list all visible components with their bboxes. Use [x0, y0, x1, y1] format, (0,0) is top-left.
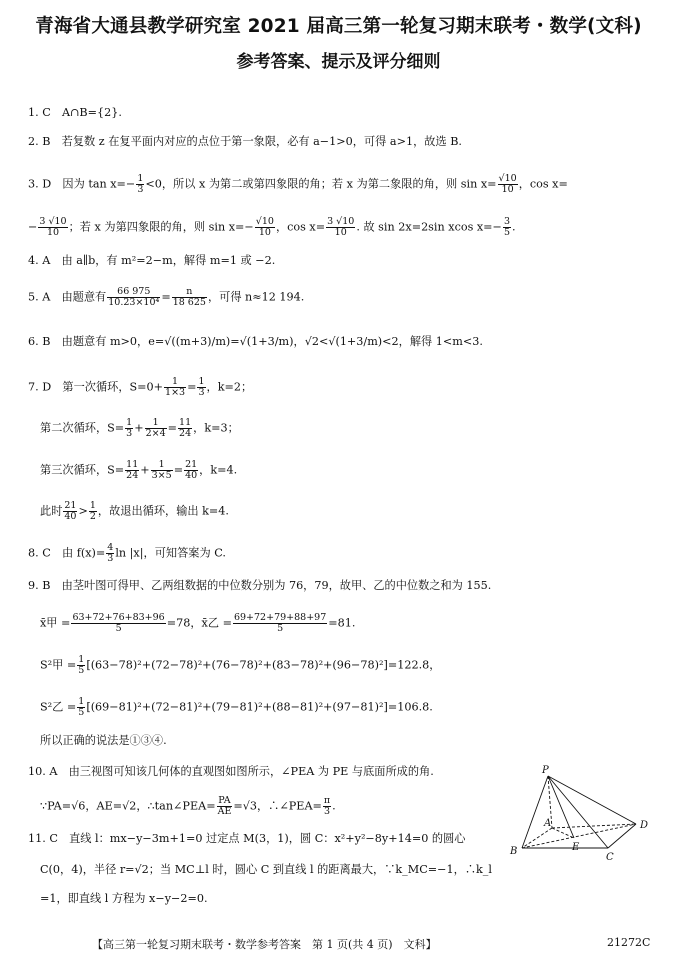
denominator: 24	[179, 428, 192, 439]
answer-5	[28, 287, 658, 308]
fraction	[233, 613, 327, 634]
text: x̄甲 =	[40, 616, 71, 630]
text: =√3，∴∠PEA=	[233, 799, 322, 813]
answer-4: 4. A 由 a∥b，有 m²=2−m，解得 m=1 或 −2.	[28, 254, 276, 267]
denominator: 10	[334, 227, 347, 238]
denominator: 10	[258, 227, 271, 238]
numerator: 1	[151, 460, 173, 471]
fraction	[498, 174, 518, 195]
answer-7-line-3	[40, 460, 670, 481]
fraction	[77, 655, 85, 676]
numerator: 21	[64, 500, 77, 511]
numerator: PA	[218, 795, 231, 806]
document-code: 21272C	[607, 936, 651, 949]
text: 此时	[40, 504, 63, 518]
numerator: π	[323, 795, 331, 806]
numerator: 3 √10	[327, 216, 355, 227]
text: S²甲 =	[40, 658, 77, 672]
fraction	[197, 377, 205, 398]
answer-7-line-4	[40, 501, 670, 522]
page-subtitle: 参考答案、提示及评分细则	[236, 52, 441, 72]
label-e: E	[572, 842, 580, 853]
fraction	[125, 418, 133, 439]
text: 8. C 由 f(x)=	[28, 546, 106, 560]
fraction	[217, 796, 233, 817]
fraction	[106, 543, 114, 564]
answer-8	[28, 543, 658, 564]
text: .	[332, 799, 336, 813]
text: ∵PA=√6，AE=√2，∴tan∠PEA=	[40, 799, 216, 813]
denominator: 10	[46, 227, 60, 238]
fraction	[63, 501, 77, 522]
denominator: 10	[501, 184, 514, 195]
label-p: P	[542, 765, 549, 776]
denominator: 2	[89, 511, 96, 522]
text: 第三次循环，S=	[40, 463, 125, 477]
answer-2: 2. B 若复数 z 在复平面内对应的点位于第一象限，必有 a−1>0，可得 a>1，故选 B.	[28, 135, 462, 148]
page-title: 青海省大通县教学研究室 2021 届高三第一轮复习期末联考・数学(文科)	[35, 16, 642, 37]
fraction	[172, 287, 207, 308]
denominator: 40	[64, 511, 77, 522]
denominator: AE	[217, 806, 232, 817]
text: −	[28, 220, 38, 234]
denominator: 1×3	[165, 387, 186, 398]
numerator: 66 975	[107, 287, 160, 298]
answer-9-conclusion: 所以正确的说法是①③④.	[40, 734, 167, 747]
edge-pe	[548, 776, 574, 838]
denominator: 40	[185, 470, 198, 481]
numerator: 1	[78, 654, 85, 665]
text: 第二次循环，S=	[40, 421, 125, 435]
denominator: 3	[137, 184, 144, 195]
text: ，k=3；	[193, 421, 239, 435]
denominator: 3	[198, 387, 205, 398]
text: . 故 sin 2x=2sin xcos x=−	[356, 220, 502, 234]
text: [(69−81)²+(72−81)²+(79−81)²+(88−81)²+(97−81)²]=106.8.	[86, 700, 433, 714]
text: =	[167, 421, 178, 435]
text: >	[78, 504, 88, 518]
edge-pb	[522, 776, 548, 848]
answer-6: 6. B 由题意有 m>0，e=√((m+3)/m)=√(1+3/m)，√2<√(1+3/m)<2，解得 1<m<3.	[28, 335, 483, 348]
numerator: 11	[126, 459, 139, 470]
text: +	[140, 463, 150, 477]
fraction	[125, 460, 139, 481]
text: ；若 x 为第四象限的角，则 sin x=−	[68, 220, 254, 234]
text: =81.	[328, 616, 356, 630]
answer-10: 10. A 由三视图可知该几何体的直观图如图所示，∠PEA 为 PE 与底面所成的角.	[28, 765, 434, 778]
denominator: 3×5	[151, 470, 172, 481]
numerator: 11	[179, 417, 192, 428]
denominator: 5	[115, 623, 122, 634]
answer-11-line-2: C(0，4)，半径 r=√2；当 MC⊥l 时，圆心 C 到直线 l 的距离最大，∵k_MC=−1，∴k_l	[40, 863, 492, 876]
fraction	[326, 217, 355, 238]
numerator: 1	[126, 417, 133, 428]
answer-11-line-3: =1，即直线 l 方程为 x−y−2=0.	[40, 892, 208, 905]
text: =	[173, 463, 184, 477]
numerator: √10	[255, 216, 274, 227]
answer-7-line-1	[28, 377, 658, 398]
edge-cd	[608, 824, 636, 848]
text: ，k=4.	[199, 463, 238, 477]
fraction	[255, 217, 275, 238]
fraction	[145, 418, 167, 439]
text: [(63−78)²+(72−78)²+(76−78)²+(83−78)²+(96−78)²]=122.8，	[86, 658, 441, 672]
edge-ad	[552, 824, 636, 828]
label-a: A	[544, 818, 552, 829]
numerator: 63+72+76+83+96	[72, 612, 165, 623]
text: 7. D 第一次循环，S=0+	[28, 380, 164, 394]
answer-3-line-2	[28, 217, 658, 238]
answer-7-line-2	[40, 418, 670, 439]
text: ，可得 n≈12 194.	[207, 290, 305, 304]
answer-9-variance-yi	[40, 697, 670, 718]
text: =	[161, 290, 171, 304]
fraction	[89, 501, 97, 522]
answer-3-line-1	[28, 174, 658, 195]
fraction	[178, 418, 192, 439]
numerator: 3 √10	[39, 216, 67, 227]
fraction	[136, 174, 144, 195]
numerator: 21	[185, 459, 198, 470]
text: S²乙 =	[40, 700, 77, 714]
text: <0，所以 x 为第二或第四象限的角；若 x 为第二象限的角，则 sin x=	[145, 177, 497, 191]
text: ，cos x=	[275, 220, 326, 234]
denominator: 3	[107, 553, 114, 564]
numerator: 69+72+79+88+97	[233, 612, 327, 623]
edge-pd	[548, 776, 636, 824]
pyramid-figure	[508, 762, 658, 862]
numerator: 1	[198, 376, 205, 387]
edge-pc	[548, 776, 608, 848]
label-b: B	[510, 846, 518, 857]
denominator: 3	[324, 806, 331, 817]
fraction	[503, 217, 511, 238]
fraction	[164, 377, 186, 398]
answer-9-variance-jia	[40, 655, 670, 676]
text: 3. D 因为 tan x=−	[28, 177, 136, 191]
denominator: 2×4	[145, 428, 166, 439]
text: =	[187, 380, 197, 394]
denominator: 5	[78, 665, 85, 676]
fraction	[151, 460, 173, 481]
answer-9: 9. B 由茎叶图可得甲、乙两组数据的中位数分别为 76，79，故甲、乙的中位数之和为 155.	[28, 579, 492, 592]
fraction	[107, 287, 160, 308]
denominator: 18 625	[172, 297, 206, 308]
fraction	[71, 613, 165, 634]
denominator: 5	[78, 707, 85, 718]
text: ，cos x=	[518, 177, 568, 191]
denominator: 3	[126, 428, 133, 439]
answer-9-mean	[40, 613, 670, 634]
text: +	[134, 421, 144, 435]
numerator: 1	[164, 377, 186, 388]
fraction	[184, 460, 198, 481]
text: .	[511, 220, 516, 234]
text: ，故退出循环，输出 k=4.	[97, 504, 229, 518]
numerator: 1	[137, 173, 144, 184]
page-footer: 【高三第一轮复习期末联考・数学参考答案 第 1 页(共 4 页) 文科】	[92, 938, 437, 951]
label-d: D	[640, 820, 649, 831]
numerator: n	[172, 287, 207, 298]
denominator: 24	[126, 470, 139, 481]
answer-1: 1. C A∩B={2}.	[28, 106, 122, 119]
text: ln |x|，可知答案为 C.	[115, 546, 226, 560]
numerator: 1	[145, 418, 167, 429]
fraction	[77, 697, 85, 718]
numerator: √10	[498, 173, 517, 184]
denominator: 10.23×10⁴	[108, 297, 160, 308]
label-c: C	[606, 852, 614, 862]
numerator: 3	[503, 216, 510, 227]
numerator: 1	[89, 500, 96, 511]
text: ，k=2；	[206, 380, 253, 394]
fraction	[38, 217, 67, 238]
fraction	[323, 796, 331, 817]
text: =78，x̄乙 =	[166, 616, 232, 630]
denominator: 5	[503, 227, 510, 238]
numerator: 1	[78, 696, 85, 707]
text: 5. A 由题意有	[28, 290, 107, 304]
answer-11-line-1: 11. C 直线 l：mx−y−3m+1=0 过定点 M(3，1)，圆 C：x²+y²−8y+14=0 的圆心	[28, 832, 466, 845]
numerator: 4	[107, 542, 114, 553]
denominator: 5	[277, 623, 284, 634]
